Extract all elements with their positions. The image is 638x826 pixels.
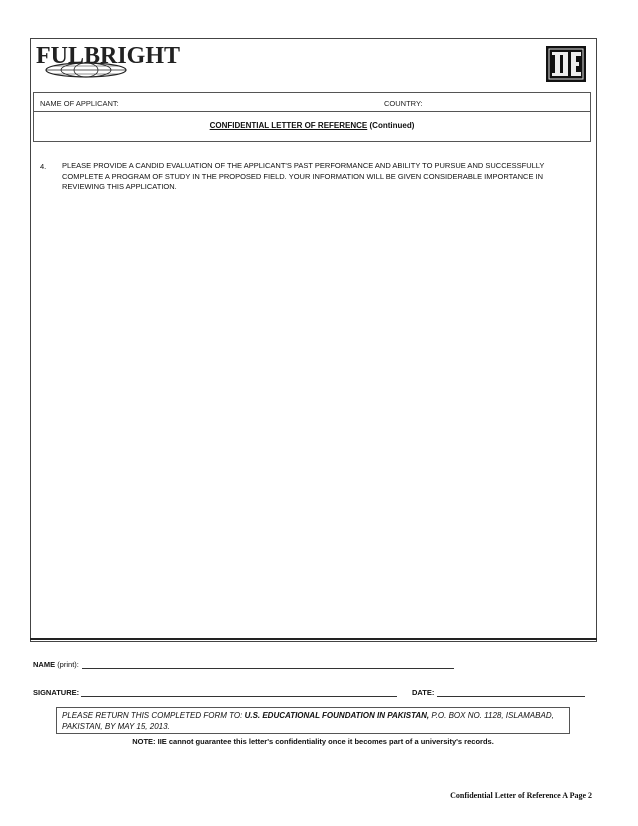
name-print-label (33, 660, 79, 670)
question-number: 4. (40, 162, 47, 171)
date-input-line[interactable] (437, 696, 585, 697)
name-label: NAME (33, 660, 56, 669)
signature-label: SIGNATURE: (33, 688, 80, 697)
return-organization: U.S. EDUCATIONAL FOUNDATION IN PAKISTAN, (244, 711, 430, 720)
return-address: P.O. BOX NO. 1128, ISLAMABAD, PAKISTAN, BY MAY 15, 2013. (62, 711, 554, 731)
date-label: DATE: (412, 688, 435, 697)
date-label-wrap (412, 688, 434, 698)
return-instructions (62, 710, 562, 732)
form-frame-bottom-rule (30, 638, 597, 640)
iie-logo-icon (546, 46, 586, 82)
return-prefix: PLEASE RETURN THIS COMPLETED FORM TO: (62, 711, 243, 720)
signature-label-wrap (33, 688, 79, 698)
page-footer: Confidential Letter of Reference A Page 2 (450, 791, 592, 800)
confidentiality-note: NOTE: IIE cannot guarantee this letter's confidentiality once it becomes part of a university's records. (132, 737, 494, 746)
page-title-main: CONFIDENTIAL LETTER OF REFERENCE (209, 121, 368, 130)
signature-input-line[interactable] (81, 696, 397, 697)
applicant-info-divider (33, 111, 591, 112)
name-hint: (print): (57, 660, 79, 669)
country-label: COUNTRY: (384, 99, 423, 108)
fulbright-logo: FULBRIGHT (36, 43, 181, 69)
fulbright-globe-icon (45, 62, 127, 78)
page-title (33, 121, 591, 130)
applicant-name-label: NAME OF APPLICANT: (40, 99, 119, 108)
page-title-suffix: (Continued) (369, 121, 415, 130)
name-input-line[interactable] (82, 668, 454, 669)
question-text: PLEASE PROVIDE A CANDID EVALUATION OF THE APPLICANT'S PAST PERFORMANCE AND ABILITY TO PURSUE AND SUCCESSFULLY COMPLETE A PROGRAM OF STUDY IN THE PROPOSED FIELD. YOUR INFORMATION WILL BE GIVEN CONSIDERABLE IMPORTANCE IN REVIEWING THIS APPLICATION. (62, 161, 545, 191)
